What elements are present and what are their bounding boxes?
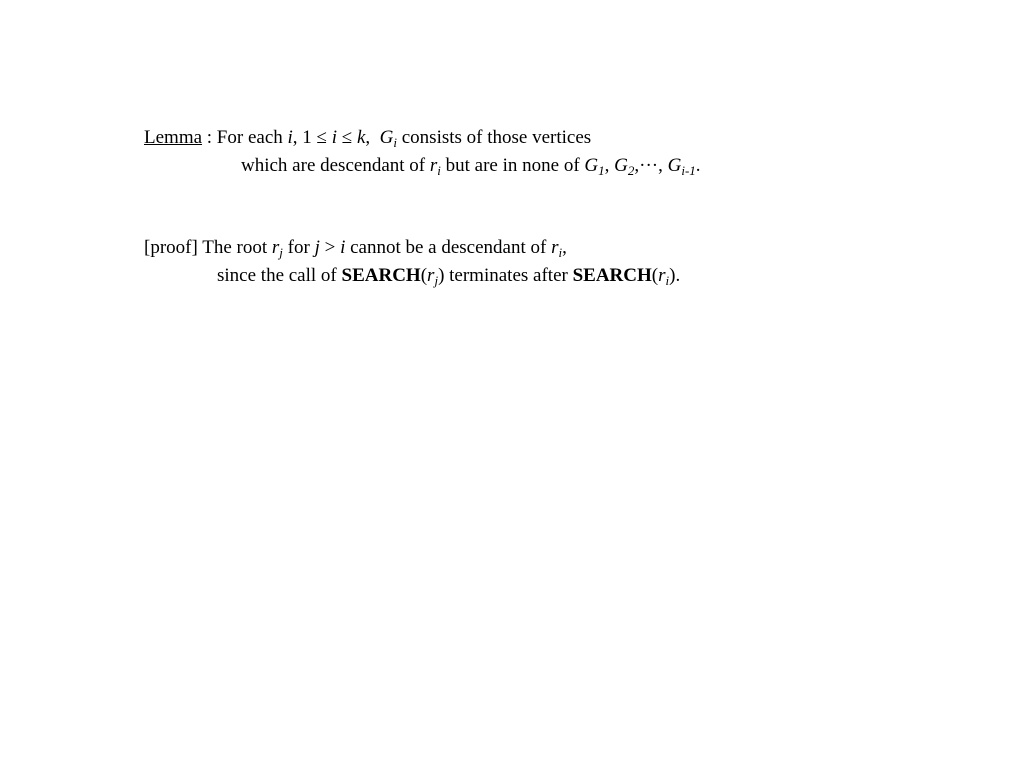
open-paren: (	[651, 265, 659, 286]
lemma-statement-line-1	[144, 127, 591, 149]
search-keyword: SEARCH	[572, 265, 652, 286]
root-text: The root	[197, 237, 272, 258]
search-keyword: SEARCH	[341, 265, 421, 286]
close-paren-period: ).	[669, 265, 681, 286]
which-text: which are descendant of	[241, 155, 430, 176]
but-text: but are in none of	[440, 155, 585, 176]
subscript-i: i	[665, 273, 670, 288]
cannot-text: cannot be a descendant of	[345, 237, 552, 258]
var-j: j	[314, 237, 320, 258]
proof-label: [proof]	[144, 237, 198, 258]
proof-line-2	[217, 265, 680, 287]
var-i: i	[331, 127, 338, 148]
open-paren: (	[420, 265, 428, 286]
comma-separator: ,	[365, 127, 380, 148]
var-r: r	[427, 265, 435, 286]
var-r: r	[271, 237, 280, 258]
leq-symbol: ≤	[341, 127, 353, 148]
var-r: r	[429, 155, 438, 176]
lemma-statement-line-2	[241, 155, 701, 177]
subscript-i: i	[558, 245, 563, 260]
terminates-text: ) terminates after	[438, 265, 573, 286]
subscript-1: 1	[598, 163, 605, 178]
var-r: r	[658, 265, 666, 286]
subscript-2: 2	[627, 163, 635, 178]
lemma-label: Lemma	[144, 127, 203, 148]
var-Gi-1: G	[667, 155, 682, 176]
consists-text: consists of those vertices	[397, 127, 592, 148]
var-k: k	[356, 127, 366, 148]
leq-symbol: ≤	[316, 127, 327, 148]
var-i: i	[340, 237, 346, 258]
subscript-j: j	[434, 273, 439, 288]
var-G: G	[379, 127, 394, 148]
subscript-i-1: i-1	[681, 163, 696, 178]
range-start-text: , 1	[292, 127, 317, 148]
subscript-i: i	[393, 135, 397, 150]
gt-text: >	[319, 237, 341, 258]
subscript-i: i	[437, 163, 441, 178]
ellipsis-dots: ,···,	[634, 155, 668, 176]
var-G1: G	[584, 155, 599, 176]
comma-separator: ,	[604, 155, 615, 176]
for-text: for	[282, 237, 315, 258]
since-text: since the call of	[217, 265, 342, 286]
var-r: r	[551, 237, 559, 258]
comma: ,	[562, 237, 567, 258]
proof-line-1	[144, 237, 567, 259]
period: .	[695, 155, 701, 176]
var-G2: G	[614, 155, 628, 176]
subscript-j: j	[279, 245, 283, 260]
var-i: i	[287, 127, 293, 148]
lemma-intro-text: : For each	[202, 127, 288, 148]
